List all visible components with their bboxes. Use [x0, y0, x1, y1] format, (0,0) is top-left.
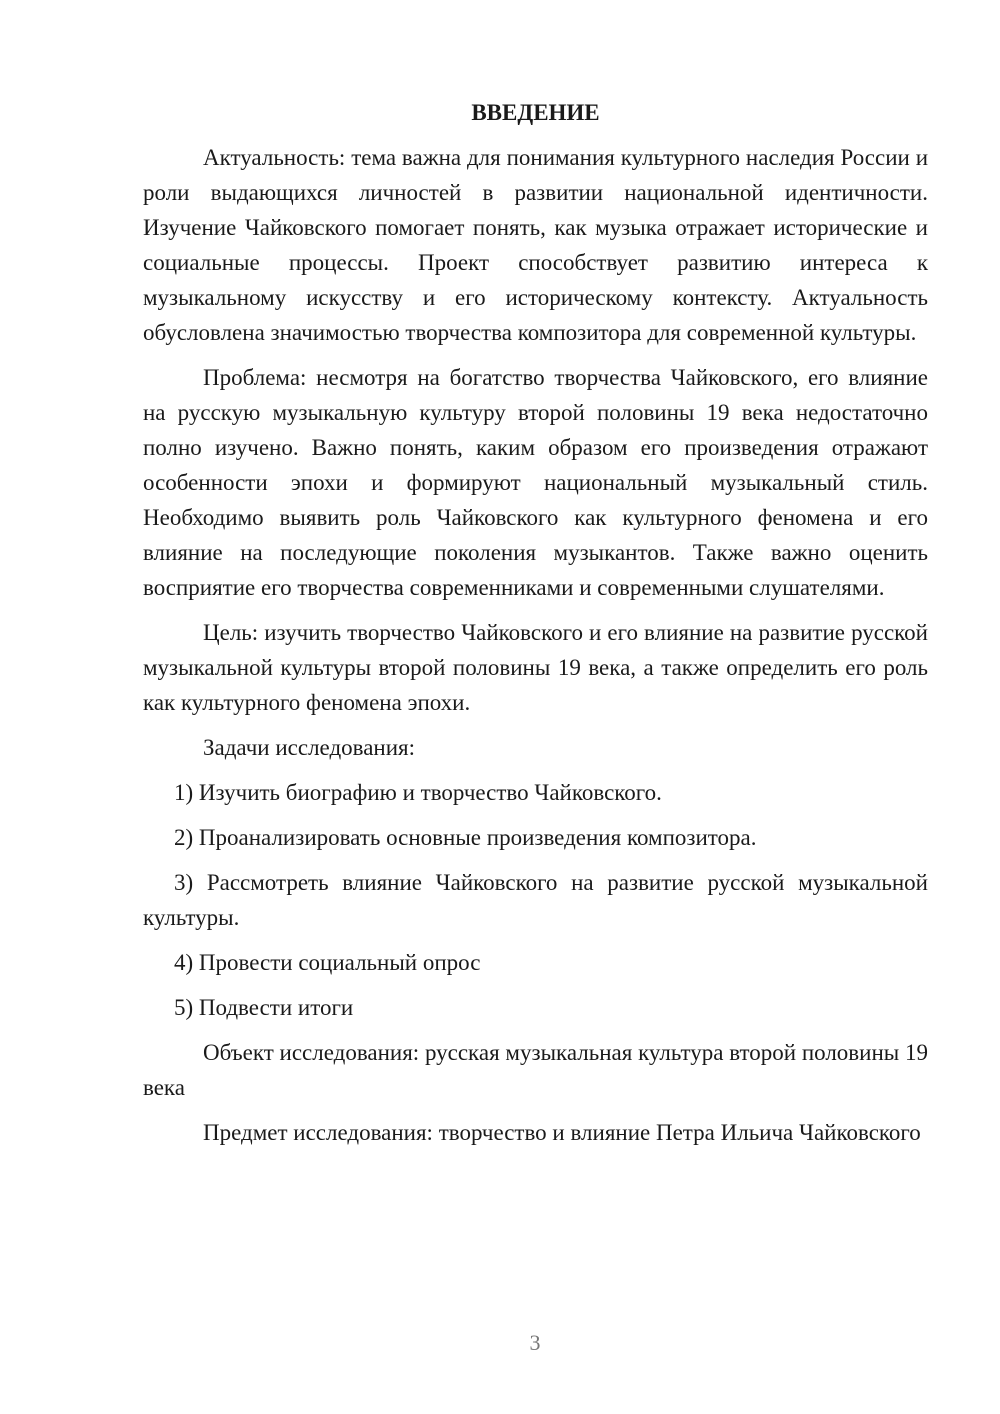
list-item: 1) Изучить биографию и творчество Чайковского. [174, 780, 662, 805]
object-paragraph: Объект исследования: русская музыкальная культура второй половины 19 века [143, 1040, 928, 1100]
subject-paragraph: Предмет исследования: творчество и влияние Петра Ильича Чайковского [203, 1120, 921, 1145]
goal-paragraph: Цель: изучить творчество Чайковского и его влияние на развитие русской музыкальной культуры второй половины 19 века, а также определить его роль как культурного феномена эпохи. [143, 620, 928, 715]
problem-paragraph: Проблема: несмотря на богатство творчества Чайковского, его влияние на русскую музыкальную культуру второй половины 19 века недостаточно полно изучено. Важно понять, каким образом его произведения отражают особенности эпохи и формируют национальный музыкальный стиль. Необходимо выявить роль Чайковского как культурного феномена и его влияние на последующие поколения музыкантов. Также важно оценить восприятие его творчества современниками и современными слушателями. [143, 365, 928, 600]
page-number: 3 [529, 1330, 541, 1355]
section-title: ВВЕДЕНИЕ [471, 100, 600, 125]
list-item: 4) Провести социальный опрос [174, 950, 481, 975]
list-item: 2) Проанализировать основные произведения композитора. [174, 825, 757, 850]
list-item: 3) Рассмотреть влияние Чайковского на развитие русской музыкальной культуры. [143, 870, 928, 930]
page-content [143, 95, 928, 1160]
relevance-paragraph: Актуальность: тема важна для понимания культурного наследия России и роли выдающихся личностей в развитии национальной идентичности. Изучение Чайковского помогает понять, как музыка отражает исторические и социальные процессы. Проект способствует развитию интереса к музыкальному искусству и его историческому контексту. Актуальность обусловлена значимостью творчества композитора для современной культуры. [143, 145, 928, 345]
tasks-list [143, 775, 928, 1025]
tasks-heading: Задачи исследования: [203, 735, 416, 760]
list-item: 5) Подвести итоги [174, 995, 354, 1020]
